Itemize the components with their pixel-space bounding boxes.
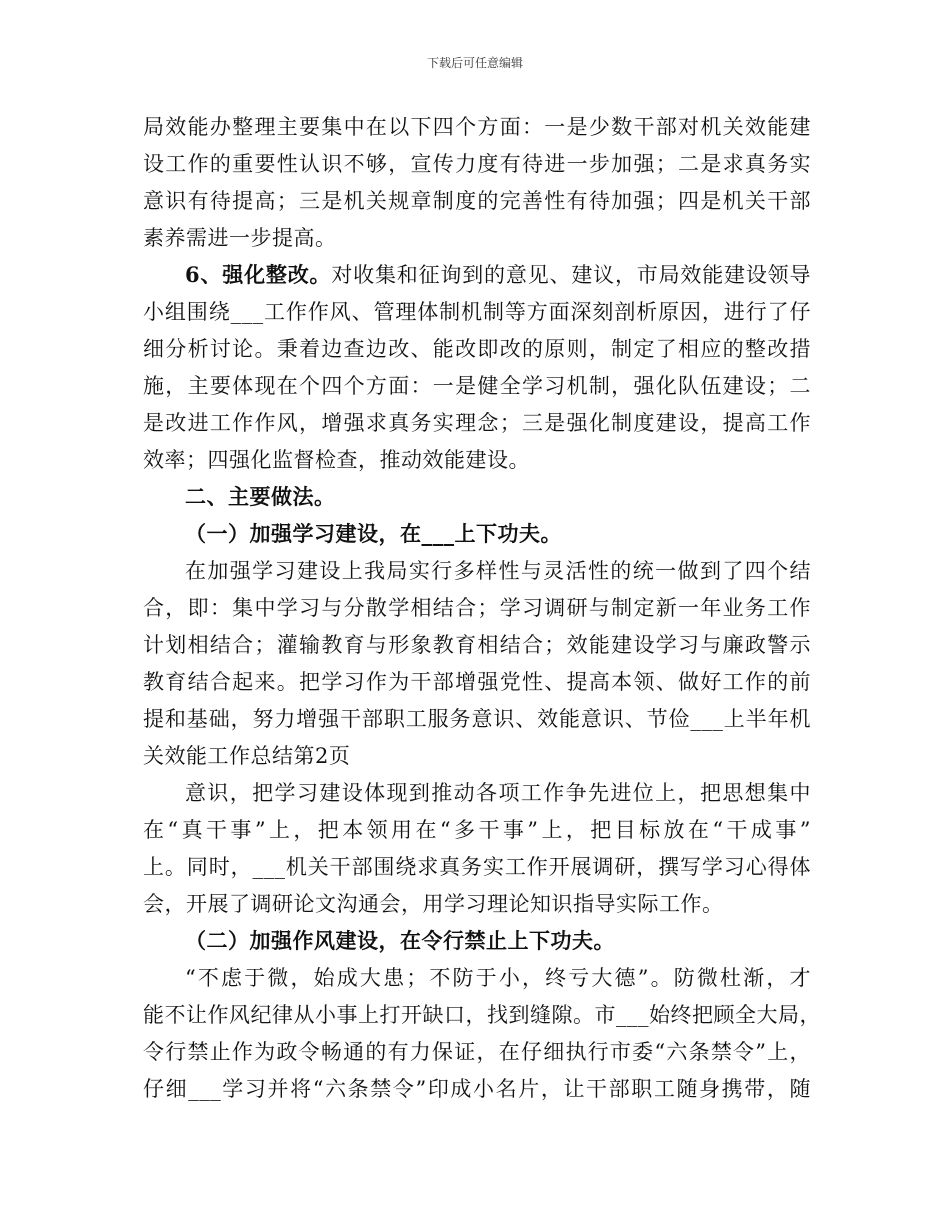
paragraph-line xyxy=(143,112,811,142)
paragraph-line xyxy=(143,1037,811,1067)
paragraph-line xyxy=(143,815,811,845)
heading-text: （二）加强作风建设，在令行禁止上下功夫。 xyxy=(185,928,615,953)
line-text: 仔细___学习并将“六条禁令”印成小名片，让干部职工随身携带，随 xyxy=(143,1077,811,1101)
paragraph-line xyxy=(143,1074,811,1104)
paragraph-line xyxy=(143,297,811,327)
line-text: 会，开展了调研论文沟通会，用学习理论知识指导实际工作。 xyxy=(143,892,724,916)
line-text: 教育结合起来。把学习作为干部增强党性、提高本领、做好工作的前 xyxy=(143,670,811,694)
line-text: 能不让作风纪律从小事上打开缺口，找到缝隙。市___始终把顾全大局， xyxy=(143,1003,821,1027)
paragraph-line xyxy=(143,371,811,401)
line-text: 素养需进一步提高。 xyxy=(143,226,337,250)
section-heading-inline: 6、强化整改。 xyxy=(185,262,332,287)
paragraph-line xyxy=(143,149,811,179)
line-text: 施，主要体现在个四个方面：一是健全学习机制，强化队伍建设；二 xyxy=(143,374,811,398)
paragraph-line xyxy=(143,408,811,438)
paragraph-line xyxy=(143,667,811,697)
paragraph-line xyxy=(185,778,811,808)
line-text: 设工作的重要性认识不够，宣传力度有待进一步加强；二是求真务实 xyxy=(143,152,811,176)
paragraph-line xyxy=(143,445,811,475)
paragraph-line xyxy=(143,223,811,253)
paragraph-line xyxy=(143,630,811,660)
line-text: 令行禁止作为政令畅通的有力保证，在仔细执行市委“六条禁令”上， xyxy=(143,1040,811,1064)
line-text: 关效能工作总结第2页 xyxy=(143,744,351,768)
line-text: 合，即：集中学习与分散学相结合；学习调研与制定新一年业务工作 xyxy=(143,596,811,620)
paragraph-line xyxy=(143,852,811,882)
line-text: 在“真干事”上，把本领用在“多干事”上，把目标放在“干成事” xyxy=(143,818,811,842)
paragraph-line xyxy=(143,704,811,734)
line-text: 对收集和征询到的意见、建议，市局效能建设领导 xyxy=(331,263,811,287)
paragraph-line xyxy=(185,963,811,993)
line-text: 在加强学习建设上我局实行多样性与灵活性的统一做到了四个结 xyxy=(185,559,811,583)
line-text: 提和基础，努力增强干部职工服务意识、效能意识、节俭___上半年机 xyxy=(143,707,811,731)
line-text: 计划相结合；灌输教育与形象教育相结合；效能建设学习与廉政警示 xyxy=(143,633,811,657)
paragraph-line xyxy=(143,334,811,364)
paragraph-line xyxy=(143,889,811,919)
paragraph-line xyxy=(185,556,811,586)
line-text: 小组围绕___工作作风、管理体制机制等方面深刻剖析原因，进行了仔 xyxy=(143,300,811,324)
subsection-heading xyxy=(185,519,811,549)
line-text: 效率；四强化监督检查，推动效能建设。 xyxy=(143,448,530,472)
line-text: 意识，把学习建设体现到推动各项工作争先进位上，把思想集中 xyxy=(185,781,811,805)
line-text: 上。同时，___机关干部围绕求真务实工作开展调研，撰写学习心得体 xyxy=(143,855,811,879)
heading-text: 二、主要做法。 xyxy=(185,484,336,509)
line-text: 局效能办整理主要集中在以下四个方面：一是少数干部对机关效能建 xyxy=(143,115,811,139)
paragraph-line xyxy=(143,593,811,623)
paragraph-line xyxy=(185,260,811,290)
paragraph-line xyxy=(143,186,811,216)
section-heading xyxy=(185,482,811,512)
heading-text: （一）加强学习建设，在___上下功夫。 xyxy=(185,521,562,546)
paragraph-line xyxy=(143,1000,821,1030)
line-text: 细分析讨论。秉着边查边改、能改即改的原则，制定了相应的整改措 xyxy=(143,337,811,361)
line-text: 是改进工作作风，增强求真务实理念；三是强化制度建设，提高工作 xyxy=(143,411,811,435)
paragraph-line xyxy=(143,741,811,771)
page-header: 下载后可任意编辑 xyxy=(426,56,523,70)
line-text: “不虑于微，始成大患；不防于小，终亏大德”。防微杜渐，才 xyxy=(185,966,811,990)
subsection-heading xyxy=(185,926,811,956)
line-text: 意识有待提高；三是机关规章制度的完善性有待加强；四是机关干部 xyxy=(143,189,811,213)
